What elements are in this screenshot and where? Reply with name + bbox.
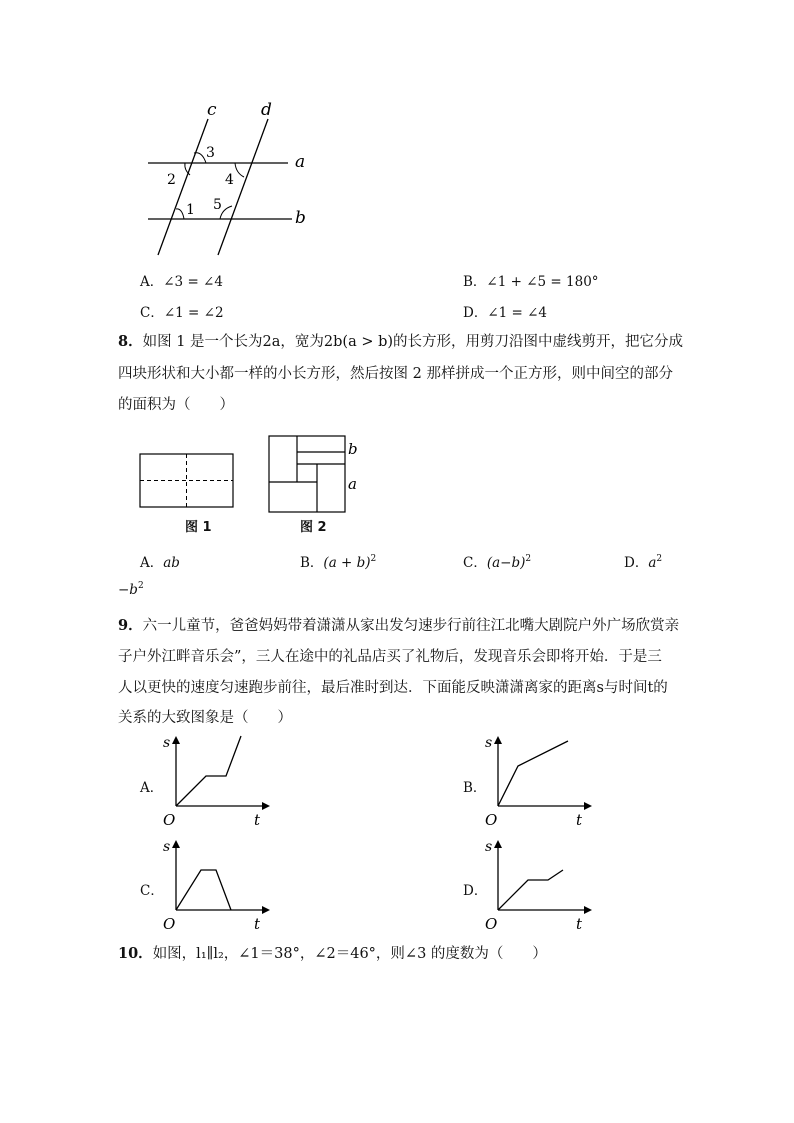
q8-option-d[interactable] — [624, 551, 662, 571]
q8-figure-2 — [267, 434, 362, 516]
q9-line-1 — [118, 612, 679, 640]
option-text: (a + b) — [323, 555, 371, 571]
label-a: a — [295, 152, 306, 172]
q8-option-a[interactable] — [140, 551, 180, 571]
q7-option-b[interactable] — [463, 270, 599, 290]
distance-time-line — [498, 870, 563, 910]
option-letter: A． — [140, 274, 164, 290]
t-axis-label: t — [254, 811, 261, 828]
q10-line-1 — [118, 940, 547, 968]
question-text: 如图 1 是一个长为2a，宽为2b(a > b)的长方形，用剪刀沿图中虚线剪开，把它分成 — [142, 334, 684, 350]
q8-option-d-continuation — [118, 582, 144, 598]
s-axis-label: s — [485, 735, 493, 751]
option-exponent: 2 — [137, 581, 144, 591]
distance-time-line — [176, 736, 241, 806]
label-b: b — [348, 440, 358, 458]
origin-label: O — [485, 811, 498, 828]
q9-graph-b[interactable] — [484, 732, 596, 828]
option-letter: C． — [140, 305, 164, 321]
label-b: b — [295, 208, 306, 228]
option-text: ∠1 = ∠4 — [487, 305, 548, 321]
option-exponent: 2 — [370, 554, 377, 564]
s-axis-label: s — [163, 839, 171, 855]
q7-figure — [140, 95, 330, 260]
q9-graph-c[interactable] — [162, 836, 274, 932]
option-letter: B． — [463, 274, 487, 290]
origin-label: O — [163, 915, 176, 932]
q9-line-4: 关系的大致图象是（ ） — [118, 710, 292, 726]
option-letter: D． — [463, 305, 488, 321]
t-axis-label: t — [576, 915, 583, 932]
s-axis-label: s — [163, 735, 171, 751]
option-text: ∠3 = ∠4 — [163, 274, 223, 290]
q8-option-b[interactable] — [300, 551, 376, 571]
line-c — [158, 119, 208, 255]
origin-label: O — [163, 811, 176, 828]
option-text: ∠1 = ∠2 — [163, 305, 224, 321]
option-text: −b — [118, 582, 138, 598]
s-axis-arrow — [172, 736, 180, 744]
q8-figure-1-caption: 图 1 — [185, 520, 212, 535]
question-text: 如图，l₁∥l₂，∠1＝38°，∠2＝46°，则∠3 的度数为（ ） — [152, 946, 547, 962]
question-number: 9． — [118, 617, 143, 634]
label-a: a — [348, 475, 357, 493]
q8-option-c[interactable] — [463, 551, 531, 571]
s-axis-arrow — [172, 840, 180, 848]
question-text: 六一儿童节，爸爸妈妈带着潇潇从家出发匀速步行前往江北嘴大剧院户外广场欣赏亲 — [142, 618, 680, 634]
t-axis-arrow — [262, 802, 270, 810]
option-exponent: 2 — [525, 554, 532, 564]
option-text: ∠1 + ∠5 = 180° — [486, 274, 599, 290]
outer-square — [269, 436, 345, 512]
q8-line-1 — [118, 328, 683, 356]
question-number: 10． — [118, 945, 153, 962]
s-axis-label: s — [485, 839, 493, 855]
label-d: d — [261, 100, 272, 120]
t-axis-arrow — [262, 906, 270, 914]
option-exponent: 2 — [656, 554, 663, 564]
q8-line-3: 的面积为（ ） — [118, 397, 234, 413]
label-angle-2: 2 — [167, 172, 176, 188]
s-axis-arrow — [494, 840, 502, 848]
q7-option-a[interactable] — [140, 270, 223, 290]
origin-label: O — [485, 915, 498, 932]
angle-4-arc — [235, 163, 244, 177]
option-letter: D． — [624, 555, 649, 571]
q8-figure-1 — [138, 452, 236, 512]
q9-option-b[interactable]: B． — [463, 780, 487, 796]
q9-option-c[interactable]: C． — [140, 883, 164, 899]
q9-graph-d[interactable] — [484, 836, 596, 932]
s-axis-arrow — [494, 736, 502, 744]
option-text: (a−b) — [486, 555, 526, 571]
q9-graph-a[interactable] — [162, 732, 274, 828]
q9-option-d[interactable]: D． — [463, 883, 488, 899]
q9-option-a[interactable]: A． — [140, 780, 164, 796]
distance-time-line — [176, 870, 231, 910]
q7-option-c[interactable] — [140, 301, 224, 321]
option-letter: A． — [140, 555, 164, 571]
option-text: ab — [163, 555, 180, 571]
option-letter: B． — [300, 555, 324, 571]
q7-option-d[interactable] — [463, 301, 547, 321]
t-axis-label: t — [254, 915, 261, 932]
label-angle-4: 4 — [225, 172, 234, 188]
t-axis-arrow — [584, 906, 592, 914]
option-letter: C． — [463, 555, 487, 571]
label-angle-3: 3 — [206, 145, 215, 161]
option-text: a — [648, 555, 657, 571]
label-angle-5: 5 — [213, 197, 222, 213]
label-angle-1: 1 — [186, 202, 195, 218]
t-axis-arrow — [584, 802, 592, 810]
angle-1-arc — [176, 209, 184, 219]
q8-figure-2-caption: 图 2 — [300, 520, 327, 535]
q8-line-2: 四块形状和大小都一样的小长方形，然后按图 2 那样拼成一个正方形，则中间空的部分 — [118, 366, 673, 382]
distance-time-line — [498, 741, 568, 806]
label-c: c — [207, 100, 217, 120]
angle-3-arc — [194, 153, 206, 163]
question-number: 8． — [118, 333, 143, 350]
q9-line-2: 子户外江畔音乐会”，三人在途中的礼品店买了礼物后，发现音乐会即将开始．于是三 — [118, 649, 662, 665]
t-axis-label: t — [576, 811, 583, 828]
q9-line-3: 人以更快的速度匀速跑步前往，最后准时到达．下面能反映潇潇离家的距离s与时间t的 — [118, 680, 668, 696]
